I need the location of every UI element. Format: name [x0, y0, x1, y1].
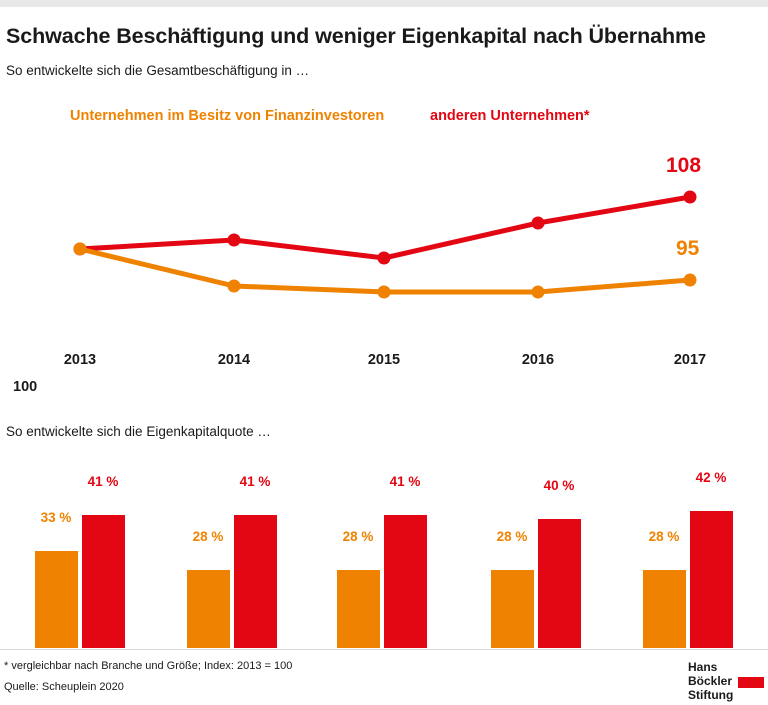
footer-divider [0, 649, 768, 650]
x-label-2013: 2013 [63, 352, 97, 368]
source-note: Quelle: Scheuplein 2020 [4, 681, 124, 693]
bar-label-red-2013: 41 % [87, 474, 119, 489]
data-point-orange-2015 [378, 286, 391, 299]
bar-red-2013 [82, 515, 125, 648]
legend-item-private-equity: Unternehmen im Besitz von Finanzinvestoren [70, 108, 385, 124]
equity-section-subtitle: So entwickelte sich die Eigenkapitalquote … [6, 424, 271, 439]
page-title: Schwache Beschäftigung und weniger Eigenkapital nach Übernahme [6, 24, 706, 48]
data-point-red-2015 [378, 252, 391, 265]
bar-orange-2014 [187, 570, 230, 648]
hans-boeckler-stiftung-logo [688, 660, 764, 702]
bar-label-red-2017: 42 % [695, 470, 727, 485]
logo-line-1: Hans Böckler [688, 660, 733, 688]
bar-red-2017 [690, 511, 733, 648]
bar-red-2014 [234, 515, 277, 648]
x-label-2014: 2014 [217, 352, 251, 368]
series-line-other-companies [80, 197, 690, 258]
bar-orange-2015 [337, 570, 380, 648]
bar-label-orange-2016: 28 % [496, 529, 528, 544]
bar-label-orange-2017: 28 % [648, 529, 680, 544]
bar-red-2015 [384, 515, 427, 648]
bar-label-red-2014: 41 % [239, 474, 271, 489]
legend-item-other-companies: anderen Unternehmen* [430, 108, 590, 124]
y-axis-baseline-label: 100 [13, 379, 38, 395]
bar-label-orange-2013: 33 % [40, 510, 72, 525]
logo-line-2: Stiftung [688, 688, 734, 702]
x-label-2017: 2017 [673, 352, 707, 368]
employment-section-subtitle: So entwickelte sich die Gesamtbeschäftigung in … [6, 63, 310, 78]
footnote: * vergleichbar nach Branche und Größe; Index: 2013 = 100 [4, 660, 293, 672]
data-point-orange-2016 [532, 286, 545, 299]
line-chart-x-axis-labels [0, 352, 768, 374]
bar-label-orange-2015: 28 % [342, 529, 374, 544]
data-point-orange-2014 [228, 280, 241, 293]
data-point-red-2014 [228, 234, 241, 247]
x-label-2015: 2015 [367, 352, 401, 368]
equity-bar-chart [0, 448, 768, 648]
bar-red-2016 [538, 519, 581, 648]
data-point-red-2016 [532, 217, 545, 230]
end-value-label-red: 108 [666, 154, 702, 177]
bar-label-red-2015: 41 % [389, 474, 421, 489]
top-divider [0, 0, 768, 7]
bar-label-orange-2014: 28 % [192, 529, 224, 544]
end-value-label-orange: 95 [676, 237, 700, 260]
logo-mark-icon [738, 677, 764, 688]
bar-orange-2016 [491, 570, 534, 648]
data-point-red-2017 [684, 191, 697, 204]
bar-orange-2017 [643, 570, 686, 648]
bar-label-red-2016: 40 % [543, 478, 575, 493]
legend [0, 108, 768, 128]
data-point-orange-2017 [684, 274, 697, 287]
bar-orange-2013 [35, 551, 78, 648]
x-label-2016: 2016 [521, 352, 555, 368]
data-point-orange-2013 [74, 243, 87, 256]
